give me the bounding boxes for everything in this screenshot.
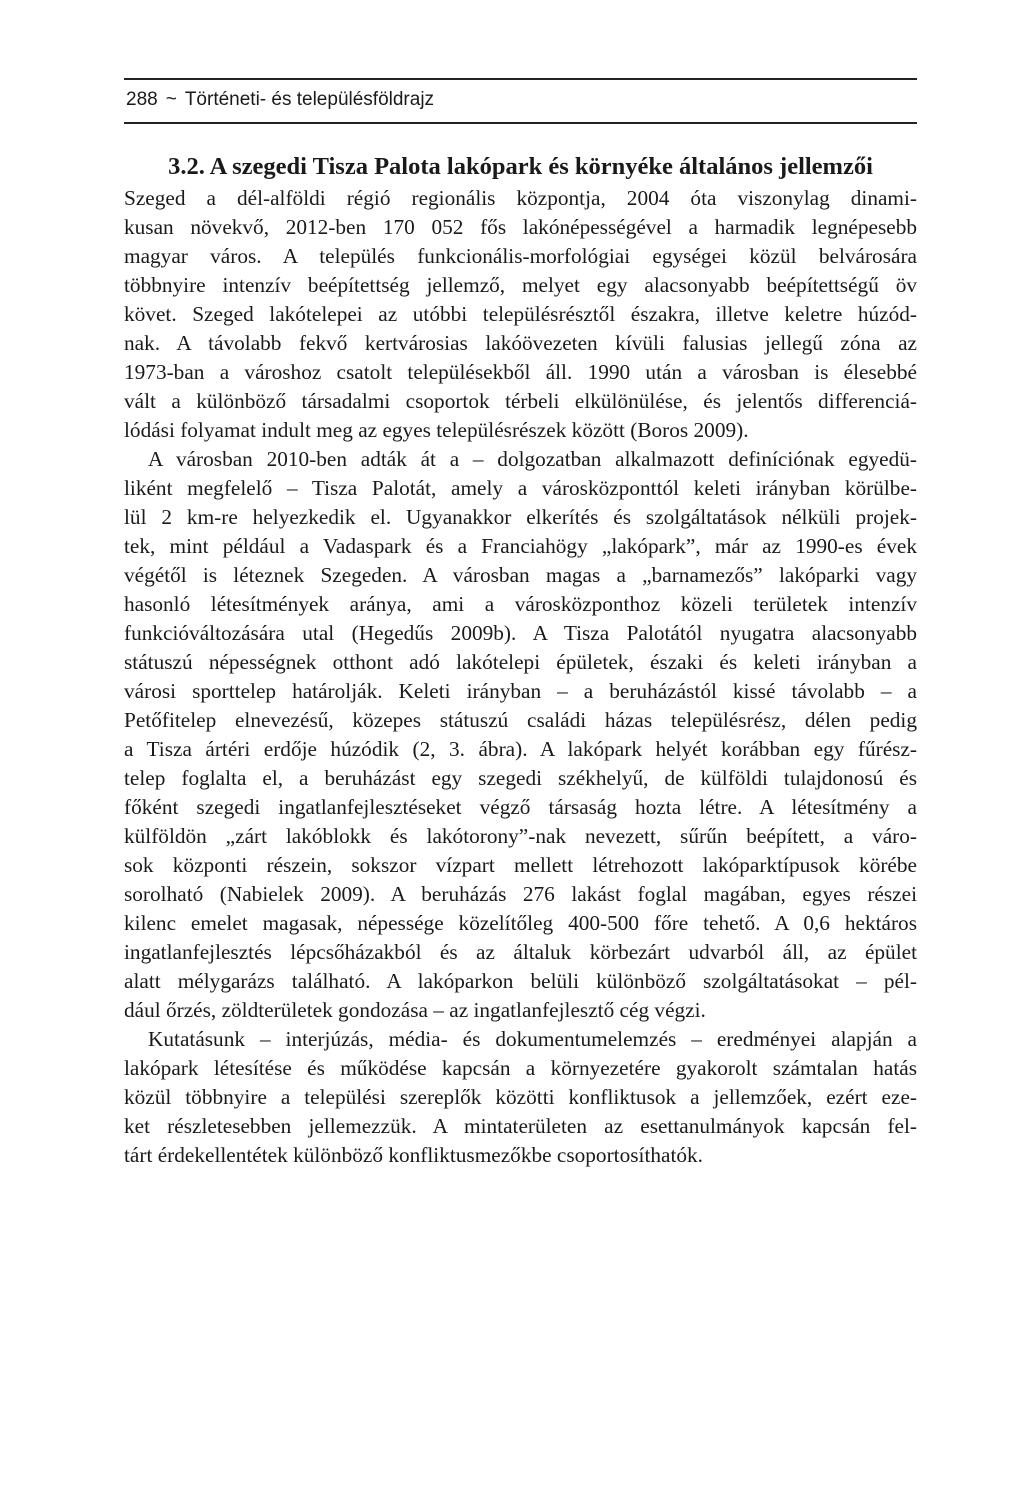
text-line: Szeged a dél-alföldi régió regionális központja, 2004 óta viszonylag dinami- <box>124 186 917 210</box>
text-line: alatt mélygarázs található. A lakóparkon belüli különböző szolgáltatásokat – pél- <box>124 969 917 993</box>
text-line: közül többnyire a települési szereplők közötti konfliktusok a jellemzőek, ezért eze- <box>124 1085 917 1109</box>
text-line: külföldön „zárt lakóblokk és lakótorony”-nak nevezett, sűrűn beépített, a váro- <box>124 824 917 848</box>
header-separator: ~ <box>165 89 177 110</box>
text-line: lül 2 km-re helyezkedik el. Ugyanakkor elkerítés és szolgáltatások nélküli projek- <box>124 505 917 529</box>
text-line: liként megfelelő – Tisza Palotát, amely a városközponttól keleti irányban körülbe- <box>124 476 917 500</box>
body-text <box>124 150 917 1170</box>
text-line: ingatlanfejlesztés lépcsőházakból és az általuk körbezárt udvarból áll, az épület <box>124 940 917 964</box>
text-line: sok központi részein, sokszor vízpart mellett létrehozott lakóparktípusok körébe <box>124 853 917 877</box>
text-line: lódási folyamat indult meg az egyes településrészek között (Boros 2009). <box>124 418 749 442</box>
paragraph-1 <box>124 184 917 445</box>
text-line: vált a különböző társadalmi csoportok térbeli elkülönülése, és jelentős differenciá- <box>124 389 917 413</box>
text-line: kilenc emelet magasak, népessége közelítőleg 400-500 főre tehető. A 0,6 hektáros <box>124 911 917 935</box>
text-line: többnyire intenzív beépítettség jellemző, melyet egy alacsonyabb beépítettségű öv <box>124 273 917 297</box>
header-bottom-rule <box>124 122 917 124</box>
text-line: városi sporttelep határolják. Keleti irányban – a beruházástól kissé távolabb – a <box>124 679 917 703</box>
text-line: ket részletesebben jellemezzük. A mintaterületen az esettanulmányok kapcsán fel- <box>124 1114 917 1138</box>
text-line: főként szegedi ingatlanfejlesztéseket végző társaság hozta létre. A létesítmény a <box>124 795 917 819</box>
text-line: tek, mint például a Vadaspark és a Franciahögy „lakópark”, már az 1990-es évek <box>124 534 917 558</box>
text-line: Petőfitelep elnevezésű, közepes státuszú családi házas településrész, délen pedig <box>124 708 917 732</box>
text-line: funkcióváltozására utal (Hegedűs 2009b). A Tisza Palotától nyugatra alacsonyabb <box>124 621 917 645</box>
text-line: sorolható (Nabielek 2009). A beruházás 276 lakást foglal magában, egyes részei <box>124 882 917 906</box>
text-line: követ. Szeged lakótelepei az utóbbi településrésztől északra, illetve keletre húzód- <box>124 302 917 326</box>
paragraph-2 <box>124 445 917 1025</box>
text-line: 1973-ban a városhoz csatolt településekből áll. 1990 után a városban is élesebbé <box>124 360 917 384</box>
text-line: A városban 2010-ben adták át a – dolgozatban alkalmazott definíciónak egyedü- <box>148 447 917 471</box>
text-line: telep foglalta el, a beruházást egy szegedi székhelyű, de külföldi tulajdonosú és <box>124 766 917 790</box>
text-line: végétől is léteznek Szegeden. A városban magas a „barnamezős” lakóparki vagy <box>124 563 917 587</box>
header-line <box>126 87 434 113</box>
running-header <box>124 78 917 124</box>
page-number: 288 <box>126 89 158 110</box>
text-line: státuszú népességnek otthont adó lakótelepi épületek, északi és keleti irányban a <box>124 650 917 674</box>
text-line: hasonló létesítmények aránya, ami a városközponthoz közeli területek intenzív <box>124 592 917 616</box>
paragraph-3 <box>124 1025 917 1170</box>
running-title: Történeti- és településföldrajz <box>184 89 435 110</box>
text-line: tárt érdekellentétek különböző konfliktusmezőkbe csoportosíthatók. <box>124 1143 703 1167</box>
text-line: dául őrzés, zöldterületek gondozása – az ingatlanfejlesztő cég végzi. <box>124 998 706 1022</box>
text-line: Kutatásunk – interjúzás, média- és dokumentumelemzés – eredményei alapján a <box>148 1027 917 1051</box>
text-line: a Tisza ártéri erdője húzódik (2, 3. ábra). A lakópark helyét korábban egy fűrész- <box>124 737 917 761</box>
section-title: 3.2. A szegedi Tisza Palota lakópark és környéke általános jellemzői <box>168 153 873 180</box>
text-line: lakópark létesítése és működése kapcsán a környezetére gyakorolt számtalan hatás <box>124 1056 917 1080</box>
text-line: nak. A távolabb fekvő kertvárosias lakóövezeten kívüli falusias jellegű zóna az <box>124 331 917 355</box>
text-line: kusan növekvő, 2012-ben 170 052 fős lakónépességével a harmadik legnépesebb <box>124 215 917 239</box>
text-line: magyar város. A település funkcionális-morfológiai egységei közül belvárosára <box>124 244 917 268</box>
header-top-rule <box>124 78 917 80</box>
